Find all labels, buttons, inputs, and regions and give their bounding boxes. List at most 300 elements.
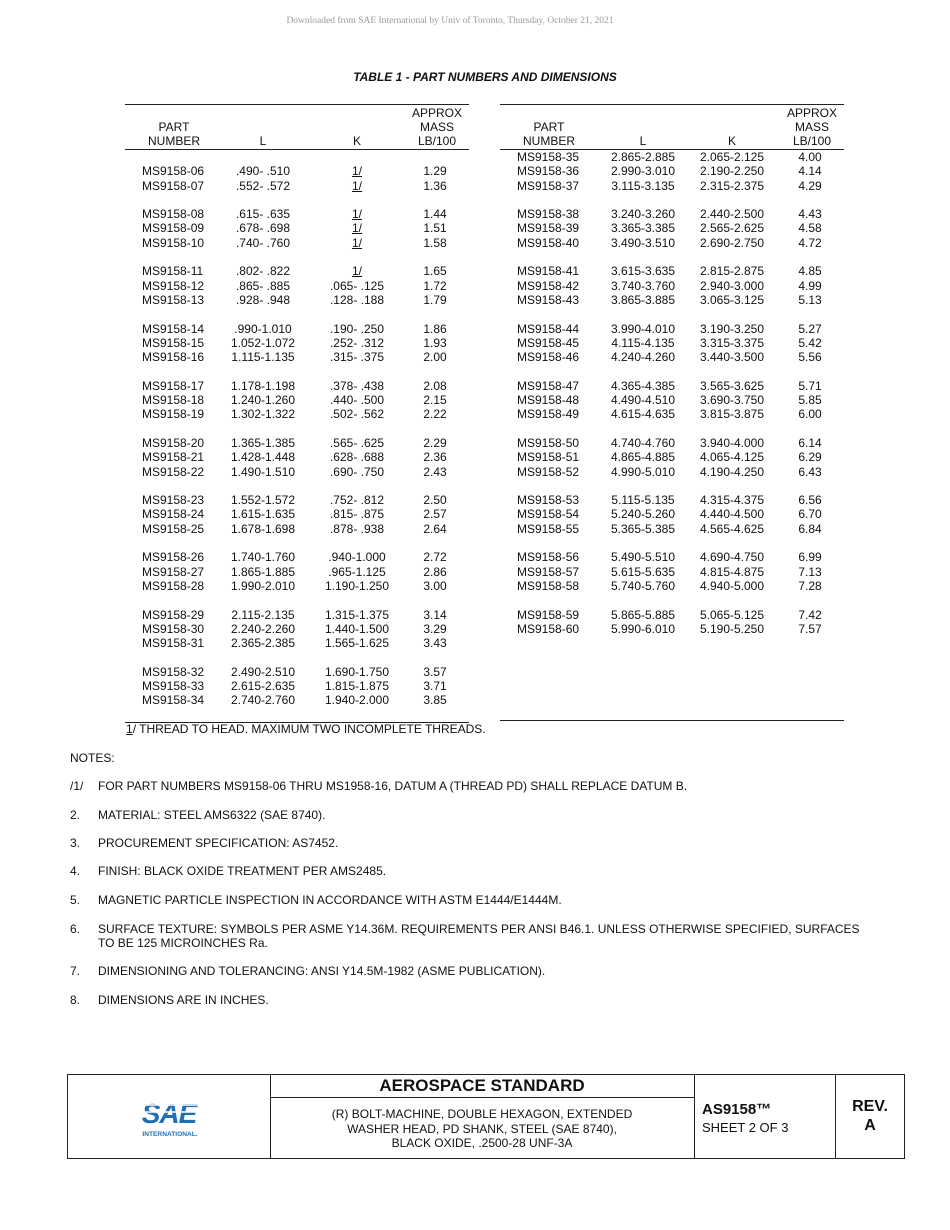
part-number-cell: MS9158-16 [142,350,205,365]
part-number-cell: MS9158-34 [142,693,205,708]
note-text: PROCUREMENT SPECIFICATION: AS7452. [98,836,339,850]
note-number: 2. [70,808,81,822]
sae-logo-icon [136,1093,202,1143]
k-dimension-cell: 1/ [351,221,362,236]
l-dimension-cell: 5.990-6.010 [610,621,676,636]
note-item [70,808,870,822]
l-dimension-cell: 4.490-4.510 [610,393,676,408]
table-row [500,179,844,193]
part-number-cell: MS9158-08 [142,207,205,222]
k-dimension-cell: 3.065-3.125 [699,292,765,307]
part-number-cell: MS9158-47 [517,378,580,393]
k-dimension-cell: 4.565-4.625 [699,521,765,536]
table-row [500,393,844,407]
k-dimension-cell: .252- .312 [329,335,385,350]
k-dimension-cell: 1.565-1.625 [324,636,390,651]
mass-cell: 4.43 [798,207,822,222]
table-row [125,679,469,693]
part-number-cell: MS9158-36 [517,164,580,179]
l-dimension-cell: .865- .885 [235,278,291,293]
table-row [500,407,844,421]
l-dimension-cell: 5.865-5.885 [610,607,676,622]
l-dimension-cell: 5.490-5.510 [610,550,676,565]
part-number-cell: MS9158-28 [142,578,205,593]
table-row [125,221,469,235]
k-dimension-cell: 1/ [351,207,362,222]
k-dimension-cell: 1/ [351,264,362,279]
l-dimension-cell: 2.740-2.760 [230,693,296,708]
table-row [500,465,844,479]
l-dimension-cell: 3.490-3.510 [610,235,676,250]
k-dimension-cell: .378- .438 [329,378,385,393]
l-dimension-cell: 4.740-4.760 [610,435,676,450]
part-number-cell: MS9158-56 [517,550,580,565]
table-row [500,550,844,564]
logo-subtext: INTERNATIONAL. [142,1131,198,1138]
table-header [125,105,469,150]
mass-cell: 2.22 [423,407,447,422]
table-row [125,579,469,593]
part-number-cell: MS9158-07 [142,178,205,193]
header-k: K [352,134,361,148]
l-dimension-cell: .678- .698 [235,221,291,236]
table-row [125,550,469,564]
k-dimension-cell: 1/ [351,235,362,250]
mass-cell: 2.15 [423,393,447,408]
table-row [125,665,469,679]
table-row [500,150,844,164]
rev-label: REV. [852,1098,888,1115]
k-dimension-cell: 2.690-2.750 [699,235,765,250]
k-dimension-cell: 2.315-2.375 [699,178,765,193]
part-number-cell: MS9158-13 [142,292,205,307]
rev-value: A [864,1117,876,1134]
l-dimension-cell: .928- .948 [235,292,291,307]
k-dimension-cell: 1.440-1.500 [324,621,390,636]
l-dimension-cell: 5.240-5.260 [610,507,676,522]
table-row [500,379,844,393]
part-number-cell: MS9158-41 [517,264,580,279]
l-dimension-cell: 1.302-1.322 [230,407,296,422]
k-dimension-cell: .965-1.125 [328,564,386,579]
l-dimension-cell: 4.865-4.885 [610,450,676,465]
k-dimension-cell: 1/ [351,164,362,179]
k-dimension-cell: 4.940-5.000 [699,578,765,593]
header-mass: APPROX MASS LB/100 [411,106,462,148]
mass-cell: 6.56 [798,493,822,508]
k-dimension-cell: 2.815-2.875 [699,264,765,279]
part-number-cell: MS9158-20 [142,435,205,450]
part-number-cell: MS9158-09 [142,221,205,236]
part-number-cell: MS9158-15 [142,335,205,350]
l-dimension-cell: 3.115-3.135 [611,178,675,193]
table-row [500,565,844,579]
table-row [125,608,469,622]
part-description: (R) BOLT-MACHINE, DOUBLE HEXAGON, EXTENDED WASHER HEAD, PD SHANK, STEEL (SAE 8740), BLACK OXIDE, .2500-28 UNF-3A [331,1107,633,1150]
part-number-cell: MS9158-45 [517,335,580,350]
k-dimension-cell: 2.440-2.500 [699,207,765,222]
l-dimension-cell: 3.990-4.010 [610,321,676,336]
k-dimension-cell: 3.440-3.500 [699,350,765,365]
l-dimension-cell: 4.615-4.635 [610,407,676,422]
k-dimension-cell: .128- .188 [329,292,385,307]
part-number-cell: MS9158-59 [517,607,580,622]
note-text: SURFACE TEXTURE: SYMBOLS PER ASME Y14.36M. REQUIREMENTS PER ANSI B46.1. UNLESS OTHERWISE SPECIFIED, SURFACES TO BE 125 MICROINCHES Ra. [98,922,860,950]
mass-cell: 2.64 [423,521,447,536]
mass-cell: 1.86 [423,321,447,336]
l-dimension-cell: 3.740-3.760 [610,278,676,293]
l-dimension-cell: 1.365-1.385 [230,435,296,450]
l-dimension-cell: 3.365-3.385 [610,221,676,236]
k-dimension-cell: 4.440-4.500 [699,507,765,522]
k-dimension-cell: 1.940-2.000 [324,693,390,708]
mass-cell: 1.44 [423,207,447,222]
k-dimension-cell: 2.065-2.125 [699,150,765,164]
l-dimension-cell: 1.428-1.448 [230,450,296,465]
table-row [500,450,844,464]
l-dimension-cell: 3.615-3.635 [610,264,676,279]
part-number-cell: MS9158-31 [142,636,205,651]
table-row [125,336,469,350]
part-number-cell: MS9158-19 [142,407,205,422]
k-dimension-cell: 2.565-2.625 [699,221,765,236]
table-row [500,622,844,636]
note-item [70,922,870,950]
l-dimension-cell: 3.240-3.260 [610,207,676,222]
note-text: DIMENSIONS ARE IN INCHES. [98,993,269,1007]
table-row [125,164,469,178]
footnote-ref: 1 [126,722,133,736]
revision-cell [835,1075,905,1158]
part-number-cell: MS9158-26 [142,550,205,565]
mass-cell: 4.00 [798,150,822,164]
l-dimension-cell: 4.240-4.260 [610,350,676,365]
mass-cell: 6.70 [798,507,822,522]
mass-cell: 3.00 [423,578,447,593]
k-dimension-cell: 1/ [351,178,362,193]
part-number-cell: MS9158-33 [142,678,205,693]
k-dimension-cell: 1.190-1.250 [324,578,390,593]
part-table-left [125,104,469,723]
doc-number-cell [694,1075,836,1158]
k-dimension-cell: 1.690-1.750 [324,664,390,679]
mass-cell: 5.13 [798,292,822,307]
k-dimension-cell: .565- .625 [329,435,385,450]
k-dimension-cell: .190- .250 [329,321,385,336]
mass-cell: 4.72 [798,235,822,250]
part-number-cell: MS9158-06 [142,164,205,179]
k-dimension-cell: 1.315-1.375 [324,607,390,622]
right-table-bottom-rule [500,720,844,721]
mass-cell: 1.93 [423,335,447,350]
note-item [70,893,870,907]
mass-cell: 6.14 [798,435,822,450]
l-dimension-cell: 2.865-2.885 [610,150,676,164]
mass-cell: 3.29 [423,621,447,636]
notes-heading: NOTES: [70,751,115,765]
k-dimension-cell: 4.065-4.125 [699,450,765,465]
part-number-cell: MS9158-51 [517,450,580,465]
mass-cell: 2.50 [423,493,447,508]
part-number-cell: MS9158-60 [517,621,580,636]
part-number-cell: MS9158-11 [142,264,204,279]
mass-cell: 6.99 [798,550,822,565]
header-l: L [259,134,267,148]
mass-cell: 2.36 [423,450,447,465]
part-number-cell: MS9158-27 [142,564,205,579]
table-footnote [126,722,486,736]
mass-cell: 7.42 [798,607,822,622]
standard-heading: AEROSPACE STANDARD [270,1075,694,1098]
table-row [125,493,469,507]
table-row [500,579,844,593]
mass-cell: 7.57 [798,621,822,636]
table-row [125,436,469,450]
l-dimension-cell: 5.365-5.385 [610,521,676,536]
l-dimension-cell: 1.865-1.885 [230,564,296,579]
k-dimension-cell: .315- .375 [329,350,385,365]
mass-cell: 3.85 [423,693,447,708]
mass-cell: 4.99 [798,278,822,293]
note-item [70,836,870,850]
table-row [500,236,844,250]
note-number: 3. [70,836,81,850]
table-row [500,322,844,336]
part-number-cell: MS9158-49 [517,407,580,422]
part-number-cell: MS9158-39 [517,221,580,236]
title-cell [270,1075,695,1158]
mass-cell: 6.43 [798,464,822,479]
part-number-cell: MS9158-38 [517,207,580,222]
mass-cell: 1.36 [423,178,447,193]
l-dimension-cell: 2.990-3.010 [610,164,676,179]
k-dimension-cell: .752- .812 [329,493,385,508]
mass-cell: 3.57 [423,664,447,679]
logo-wordmark: SAE [141,1098,197,1129]
header-part-number: PART NUMBER [147,120,200,148]
l-dimension-cell: .552- .572 [235,178,291,193]
l-dimension-cell: 1.115-1.135 [231,350,295,365]
table-row [125,379,469,393]
table-row [125,693,469,707]
mass-cell: 1.51 [423,221,447,236]
table-row [500,207,844,221]
table-row [125,279,469,293]
note-number: 7. [70,964,81,978]
k-dimension-cell: 4.315-4.375 [699,493,765,508]
table-row [125,350,469,364]
l-dimension-cell: 1.615-1.635 [230,507,296,522]
note-number: 6. [70,922,81,936]
table-row [125,507,469,521]
l-dimension-cell: 1.552-1.572 [230,493,296,508]
k-dimension-cell: .878- .938 [329,521,385,536]
part-number-cell: MS9158-58 [517,578,580,593]
mass-cell: 5.42 [798,335,822,350]
logo-cell [68,1075,271,1158]
mass-cell: 4.29 [798,178,822,193]
table-row [500,436,844,450]
part-number-cell: MS9158-40 [517,235,580,250]
header-part-number: PART NUMBER [522,120,575,148]
doc-number: AS9158™ [702,1101,772,1118]
part-number-cell: MS9158-17 [142,378,205,393]
part-number-cell: MS9158-21 [142,450,205,465]
part-number-cell: MS9158-48 [517,393,580,408]
k-dimension-cell: 5.190-5.250 [699,621,765,636]
l-dimension-cell: 1.990-2.010 [230,578,296,593]
part-number-cell: MS9158-29 [142,607,205,622]
mass-cell: 1.72 [423,278,447,293]
title-block [67,1074,905,1159]
l-dimension-cell: 5.115-5.135 [611,493,675,508]
mass-cell: 5.85 [798,393,822,408]
mass-cell: 1.79 [423,292,447,307]
table-row [500,493,844,507]
l-dimension-cell: .615- .635 [235,207,291,222]
part-number-cell: MS9158-42 [517,278,580,293]
mass-cell: 3.43 [423,636,447,651]
table-row [500,522,844,536]
l-dimension-cell: 2.240-2.260 [230,621,296,636]
part-number-cell: MS9158-12 [142,278,205,293]
l-dimension-cell: 4.990-5.010 [610,464,676,479]
table-row [500,608,844,622]
l-dimension-cell: 1.740-1.760 [230,550,296,565]
l-dimension-cell: 2.615-2.635 [230,678,296,693]
table-row [125,293,469,307]
l-dimension-cell: 1.678-1.698 [230,521,296,536]
table-title: TABLE 1 - PART NUMBERS AND DIMENSIONS [353,70,617,84]
l-dimension-cell: 5.740-5.760 [610,578,676,593]
k-dimension-cell: 3.565-3.625 [699,378,765,393]
header-k: K [727,134,736,148]
note-number: 8. [70,993,81,1007]
k-dimension-cell: 3.190-3.250 [699,321,765,336]
note-text: FINISH: BLACK OXIDE TREATMENT PER AMS2485. [98,864,387,878]
part-number-cell: MS9158-10 [142,235,205,250]
l-dimension-cell: .990-1.010 [234,321,292,336]
mass-cell: 7.28 [798,578,822,593]
part-number-cell: MS9158-14 [142,321,205,336]
part-number-cell: MS9158-35 [517,150,580,164]
mass-cell: 4.58 [798,221,822,236]
table-row [125,622,469,636]
table-row [500,279,844,293]
table-row [125,264,469,278]
mass-cell: 6.29 [798,450,822,465]
k-dimension-cell: 2.190-2.250 [699,164,765,179]
mass-cell: 1.29 [423,164,447,179]
mass-cell: 1.58 [423,235,447,250]
table-row [500,264,844,278]
k-dimension-cell: 3.315-3.375 [699,335,765,350]
mass-cell: 2.86 [423,564,447,579]
sheet-number: SHEET 2 OF 3 [702,1120,789,1135]
mass-cell: 6.84 [798,521,822,536]
note-item [70,779,870,793]
table-row [125,179,469,193]
mass-cell: 6.00 [798,407,822,422]
part-number-cell: MS9158-37 [517,178,580,193]
table-row [125,565,469,579]
l-dimension-cell: 3.865-3.885 [610,292,676,307]
mass-cell: 2.43 [423,464,447,479]
part-number-cell: MS9158-46 [517,350,580,365]
part-number-cell: MS9158-54 [517,507,580,522]
part-number-cell: MS9158-44 [517,321,580,336]
download-watermark: Downloaded from SAE International by Univ of Toronto, Thursday, October 21, 2021 [286,16,614,26]
mass-cell: 2.29 [423,435,447,450]
table-row [125,465,469,479]
k-dimension-cell: .690- .750 [329,464,385,479]
table-row [125,636,469,650]
k-dimension-cell: 4.690-4.750 [699,550,765,565]
l-dimension-cell: 4.115-4.135 [611,335,675,350]
table-row [500,507,844,521]
mass-cell: 3.14 [423,607,447,622]
part-number-cell: MS9158-57 [517,564,580,579]
table-row [125,407,469,421]
note-item [70,993,870,1007]
table-row [125,322,469,336]
k-dimension-cell: .815- .875 [329,507,385,522]
mass-cell: 5.56 [798,350,822,365]
mass-cell: 2.72 [423,550,447,565]
part-number-cell: MS9158-23 [142,493,205,508]
k-dimension-cell: 3.940-4.000 [699,435,765,450]
part-number-cell: MS9158-24 [142,507,205,522]
k-dimension-cell: 4.815-4.875 [699,564,765,579]
note-number: 5. [70,893,81,907]
k-dimension-cell: .628- .688 [329,450,385,465]
part-number-cell: MS9158-52 [517,464,580,479]
part-table-right [500,104,844,636]
l-dimension-cell: .802- .822 [235,264,291,279]
l-dimension-cell: 2.365-2.385 [230,636,296,651]
note-text: MATERIAL: STEEL AMS6322 (SAE 8740). [98,808,326,822]
mass-cell: 7.13 [798,564,822,579]
part-number-cell: MS9158-32 [142,664,205,679]
mass-cell: 5.71 [798,378,822,393]
k-dimension-cell: 1.815-1.875 [324,678,390,693]
table-row [500,221,844,235]
table-row [125,207,469,221]
l-dimension-cell: 1.240-1.260 [230,393,296,408]
l-dimension-cell: 1.052-1.072 [230,335,296,350]
note-text: MAGNETIC PARTICLE INSPECTION IN ACCORDANCE WITH ASTM E1444/E1444M. [98,893,562,907]
footnote-text: / THREAD TO HEAD. MAXIMUM TWO INCOMPLETE THREADS. [132,722,486,736]
mass-cell: 2.57 [423,507,447,522]
table-row [500,336,844,350]
mass-cell: 4.85 [798,264,822,279]
note-text: FOR PART NUMBERS MS9158-06 THRU MS1958-16, DATUM A (THREAD PD) SHALL REPLACE DATUM B. [98,779,688,793]
note-item [70,964,870,978]
k-dimension-cell: 3.690-3.750 [699,393,765,408]
mass-cell: 1.65 [423,264,447,279]
part-number-cell: MS9158-43 [517,292,580,307]
l-dimension-cell: 5.615-5.635 [610,564,676,579]
part-number-cell: MS9158-25 [142,521,205,536]
k-dimension-cell: 2.940-3.000 [699,278,765,293]
k-dimension-cell: .502- .562 [329,407,385,422]
k-dimension-cell: 5.065-5.125 [699,607,765,622]
table-row [125,393,469,407]
k-dimension-cell: 3.815-3.875 [699,407,765,422]
mass-cell: 2.08 [423,378,447,393]
k-dimension-cell: .440- .500 [329,393,385,408]
table-row [500,164,844,178]
